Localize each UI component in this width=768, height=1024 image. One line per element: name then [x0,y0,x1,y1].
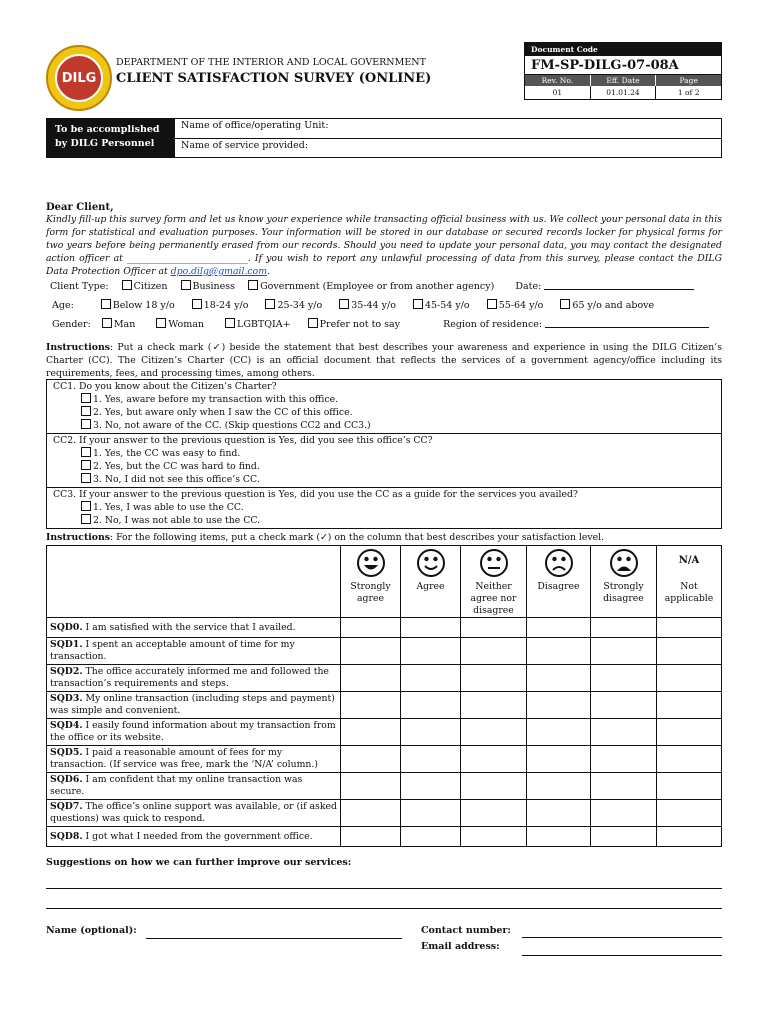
region-label: Region of residence: [443,319,543,330]
gender-label: Gender: [52,319,91,330]
personnel-box [46,118,722,158]
scale-disagree: Disagree [527,546,591,618]
rating-cell[interactable] [527,773,591,800]
table-row [47,692,722,719]
rating-cell[interactable] [657,692,722,719]
cc1-block [47,380,721,434]
rating-cell[interactable] [401,638,461,665]
document-code: FM-SP-DILG-07-08A [525,56,721,75]
rating-cell[interactable] [527,800,591,827]
rating-cell[interactable] [341,638,401,665]
page-label: Page [656,75,721,86]
happy-face-icon [416,548,446,578]
client-type-label: Client Type: [50,281,109,292]
checkbox-age-25-34[interactable] [265,299,275,309]
rating-cell[interactable] [527,638,591,665]
rating-cell[interactable] [657,618,722,638]
checkbox-age-below-18[interactable] [101,299,111,309]
email-field[interactable] [522,955,722,956]
rating-cell[interactable] [527,665,591,692]
name-field[interactable] [146,938,402,939]
service-field[interactable]: Name of service provided: [181,139,309,151]
rating-cell[interactable] [401,618,461,638]
rating-cell[interactable] [591,618,657,638]
scale-neutral: Neither agree nor disagree [461,546,527,618]
sqd-statement: SQD8. I got what I needed from the government office. [47,827,341,847]
cc2-option[interactable]: 1. Yes, the CC was easy to find. [53,447,715,460]
contact-field[interactable] [522,937,722,938]
checkbox-age-65-above[interactable] [560,299,570,309]
sqd-statement: SQD5. I paid a reasonable amount of fees for my transaction. (If service was free, mark the ‘N/A’ column.) [47,746,341,773]
checkbox-business[interactable] [181,280,191,290]
greeting: Dear Client, [46,202,114,213]
cc1-option[interactable]: 3. No, not aware of the CC. (Skip questions CC2 and CC3.) [53,419,715,432]
rating-cell[interactable] [657,719,722,746]
checkbox-woman[interactable] [156,318,166,328]
rating-cell[interactable] [341,618,401,638]
rating-cell[interactable] [527,692,591,719]
sqd-table [46,545,722,847]
cc2-option[interactable]: 2. Yes, but the CC was hard to find. [53,460,715,473]
scale-strongly-agree: Strongly agree [341,546,401,618]
cc3-question: CC3. If your answer to the previous question is Yes, did you use the CC as a guide for the services you availed? [53,489,578,500]
cc2-option[interactable]: 3. No, I did not see this office’s CC. [53,473,715,486]
suggestions-label: Suggestions on how we can further improve our services: [46,857,352,868]
department-name: DEPARTMENT OF THE INTERIOR AND LOCAL GOVERNMENT [116,57,426,68]
checkbox-government[interactable] [248,280,258,290]
rating-cell[interactable] [591,800,657,827]
rating-cell[interactable] [591,827,657,847]
cc-instructions: Instructions: Put a check mark (✓) beside the statement that best describes your awareness and experience in using the DILG Citizen’s Charter (CC). The Citizen’s Charter (CC) is an official document that reflects the services of a government agency/office including its requirements, fees, and processing times, among others. [46,342,722,379]
rating-cell[interactable] [401,800,461,827]
name-label: Name (optional): [46,925,137,936]
rating-cell[interactable] [461,827,527,847]
rev-no-value: 01 [525,86,591,99]
personnel-label: To be accomplished by DILG Personnel [47,119,175,157]
client-type-row: Client Type: Citizen Business Government (Employee or from another agency) Date: [46,280,694,292]
rating-cell[interactable] [591,719,657,746]
rating-cell[interactable] [527,618,591,638]
rating-cell[interactable] [461,665,527,692]
checkbox-citizen[interactable] [122,280,132,290]
rating-cell[interactable] [461,773,527,800]
table-row [47,800,722,827]
rating-cell[interactable] [657,827,722,847]
sqd-statement: SQD0. I am satisfied with the service that I availed. [47,618,341,638]
table-row [47,638,722,665]
scale-strongly-disagree: Strongly disagree [591,546,657,618]
dpo-email-link[interactable]: dpo.dilg@gmail.com [170,266,268,277]
document-code-label: Document Code [525,43,721,56]
cc2-question: CC2. If your answer to the previous question is Yes, did you see this office’s CC? [53,435,433,446]
checkbox-lgbtqia[interactable] [225,318,235,328]
rating-cell[interactable] [657,773,722,800]
very-happy-face-icon [356,548,386,578]
rating-cell[interactable] [461,618,527,638]
table-row [47,773,722,800]
dilg-logo [46,45,112,111]
cc-section [46,379,722,529]
rating-cell[interactable] [591,638,657,665]
checkbox-age-45-54[interactable] [413,299,423,309]
rating-cell[interactable] [591,665,657,692]
rating-cell[interactable] [527,719,591,746]
suggestion-line[interactable] [46,908,722,909]
region-field[interactable] [545,327,709,328]
sqd-instructions: Instructions: For the following items, put a check mark (✓) on the column that best describes your satisfaction level. [46,532,605,543]
checkbox-man[interactable] [102,318,112,328]
date-field[interactable] [544,289,694,290]
cc3-option[interactable]: 2. No, I was not able to use the CC. [53,514,715,527]
rating-cell[interactable] [341,746,401,773]
scale-not-applicable: N/A Not applicable [657,546,722,618]
table-row [47,618,722,638]
rating-cell[interactable] [401,719,461,746]
rating-cell[interactable] [341,719,401,746]
rating-cell[interactable] [657,800,722,827]
table-row [47,665,722,692]
scale-agree: Agree [401,546,461,618]
rating-cell[interactable] [401,773,461,800]
age-row: Age: Below 18 y/o 18-24 y/o 25-34 y/o 35-44 y/o 45-54 y/o 55-64 y/o 65 y/o and above [52,300,655,311]
sqd-statement: SQD3. My online transaction (including steps and payment) was simple and convenient. [47,692,341,719]
sqd-statement: SQD2. The office accurately informed me and followed the transaction’s requirements and steps. [47,665,341,692]
intro-paragraph: Kindly fill-up this survey form and let us know your experience while transacting official business with us. We collect your personal data in this form for statistical and evaluation purposes. Your information will be stored in our database or secured records locker for physical forms for two years before being permanently erased from our records. Should you need to update your personal data, you may contact the designated action officer at __________________________. If you wish to report any unlawful processing of data from this survey, please contact the DILG Data Protection Officer at dpo.dilg@gmail.com. [46,214,722,277]
page-value: 1 of 2 [677,88,700,97]
cc1-option[interactable]: 1. Yes, aware before my transaction with this office. [53,393,715,406]
rating-cell[interactable] [401,746,461,773]
rating-cell[interactable] [341,773,401,800]
rating-cell[interactable] [591,773,657,800]
gender-row: Gender: Man Woman LGBTQIA+ Prefer not to say Region of residence: [46,318,709,330]
cc3-option[interactable]: 1. Yes, I was able to use the CC. [53,501,715,514]
checkbox-age-18-24[interactable] [192,299,202,309]
rating-cell[interactable] [461,638,527,665]
rating-cell[interactable] [461,746,527,773]
sqd-statement: SQD1. I spent an acceptable amount of time for my transaction. [47,638,341,665]
checkbox-age-35-44[interactable] [339,299,349,309]
very-sad-face-icon [609,548,639,578]
table-row [47,827,722,847]
rating-cell[interactable] [341,692,401,719]
form-title: CLIENT SATISFACTION SURVEY (ONLINE) [116,71,432,86]
checkbox-prefer-not[interactable] [308,318,318,328]
table-row [47,719,722,746]
rating-cell[interactable] [657,665,722,692]
checkbox-age-55-64[interactable] [487,299,497,309]
table-row [47,746,722,773]
rating-cell[interactable] [657,638,722,665]
rating-cell[interactable] [401,827,461,847]
cc1-question: CC1. Do you know about the Citizen’s Charter? [53,381,277,392]
age-label: Age: [52,300,74,311]
sqd-statement: SQD6. I am confident that my online transaction was secure. [47,773,341,800]
sqd-statement: SQD7. The office’s online support was available, or (if asked questions) was quick to respond. [47,800,341,827]
rating-cell[interactable] [341,827,401,847]
neutral-face-icon [479,548,509,578]
rating-cell[interactable] [341,665,401,692]
rating-cell[interactable] [657,746,722,773]
eff-date-label: Eff. Date [591,75,657,86]
document-code-box [524,42,722,100]
contact-label: Contact number: [421,925,511,936]
email-label: Email address: [421,941,500,952]
suggestion-line[interactable] [46,888,722,889]
date-label: Date: [515,281,542,292]
cc2-block [47,434,721,488]
eff-date-value: 01.01.24 [591,86,657,99]
sad-face-icon [544,548,574,578]
rating-cell[interactable] [461,692,527,719]
rating-cell[interactable] [527,827,591,847]
rating-cell[interactable] [401,665,461,692]
dilg-logo-text: DILG [55,54,103,102]
rating-cell[interactable] [401,692,461,719]
intro-body: Kindly fill-up this survey form and let us know your experience while transacting official business with us. We collect your personal data in this form for statistical and evaluation purposes. Your information will be stored in our database or secured records locker for physical forms for two years before being permanently erased from our records. Should you need to update your personal data, you may contact the designated action officer at __________________________. If you wish to report any unlawful processing of data from this survey, please contact the DILG Data Protection Officer at [46,214,722,277]
rev-no-label: Rev. No. [525,75,591,86]
rating-cell[interactable] [527,746,591,773]
rating-cell[interactable] [461,800,527,827]
rating-cell[interactable] [591,692,657,719]
rating-cell[interactable] [341,800,401,827]
rating-cell[interactable] [461,719,527,746]
rating-cell[interactable] [591,746,657,773]
na-label: N/A [678,555,700,566]
cc3-block [47,488,721,528]
cc1-option[interactable]: 2. Yes, but aware only when I saw the CC of this office. [53,406,715,419]
sqd-statement: SQD4. I easily found information about my transaction from the office or its website. [47,719,341,746]
office-field[interactable]: Name of office/operating Unit: [175,119,721,139]
